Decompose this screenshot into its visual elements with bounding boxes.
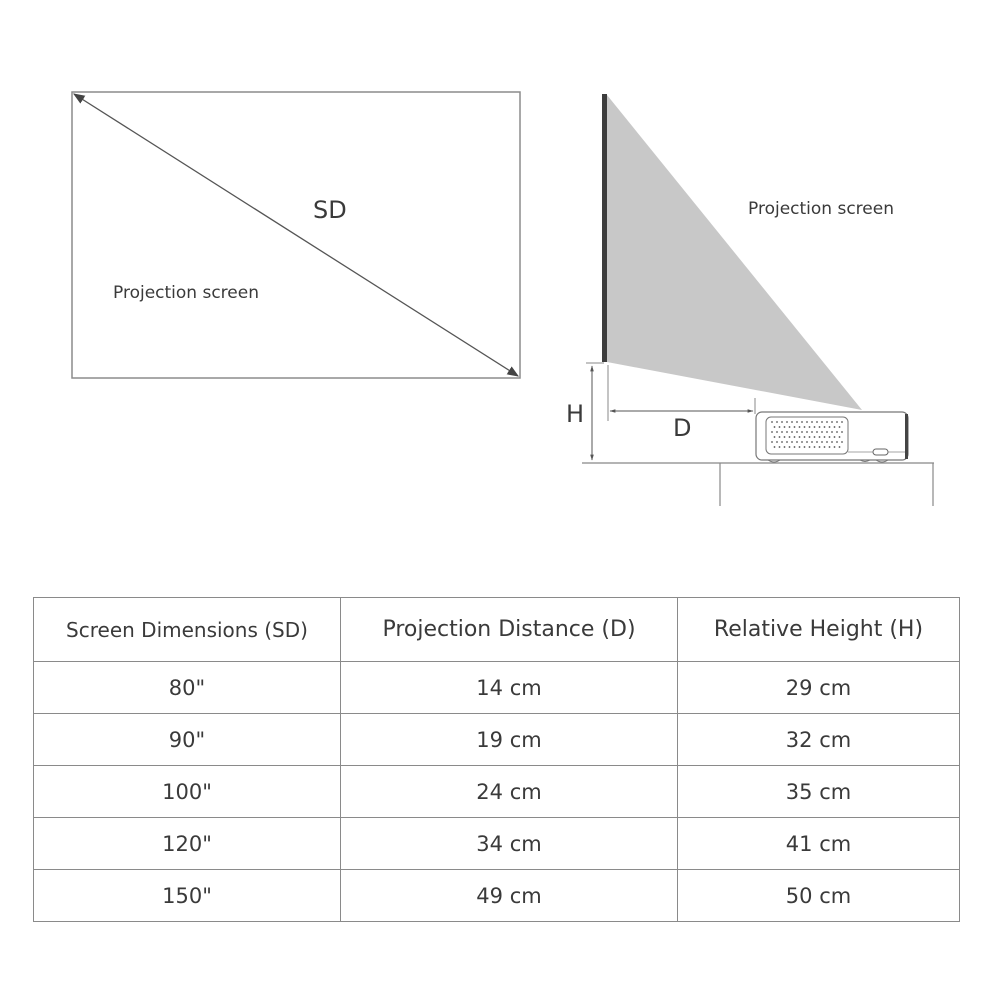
cell-distance: 24 cm bbox=[341, 766, 678, 818]
cell-screen-size: 80" bbox=[34, 662, 341, 714]
cell-distance: 14 cm bbox=[341, 662, 678, 714]
screen-diagonal-label: SD bbox=[313, 196, 347, 224]
side-view bbox=[582, 94, 934, 506]
table-row bbox=[34, 662, 960, 714]
cell-distance: 19 cm bbox=[341, 714, 678, 766]
header-projection-distance: Projection Distance (D) bbox=[341, 598, 678, 662]
height-label: H bbox=[566, 400, 585, 428]
table-header-row bbox=[34, 598, 960, 662]
front-screen-label: Projection screen bbox=[113, 283, 259, 303]
header-screen-dimensions: Screen Dimensions (SD) bbox=[34, 598, 341, 662]
cell-height: 50 cm bbox=[678, 870, 960, 922]
cell-height: 32 cm bbox=[678, 714, 960, 766]
cell-height: 29 cm bbox=[678, 662, 960, 714]
cell-screen-size: 90" bbox=[34, 714, 341, 766]
table-row bbox=[34, 714, 960, 766]
distance-label: D bbox=[673, 414, 692, 442]
cell-height: 35 cm bbox=[678, 766, 960, 818]
projection-beam bbox=[607, 95, 862, 410]
table-row bbox=[34, 870, 960, 922]
cell-screen-size: 100" bbox=[34, 766, 341, 818]
projector-icon bbox=[756, 412, 908, 462]
cell-distance: 34 cm bbox=[341, 818, 678, 870]
header-relative-height: Relative Height (H) bbox=[678, 598, 960, 662]
cell-screen-size: 120" bbox=[34, 818, 341, 870]
screen-edge bbox=[602, 94, 607, 362]
front-view-screen bbox=[72, 92, 520, 378]
cell-distance: 49 cm bbox=[341, 870, 678, 922]
cell-height: 41 cm bbox=[678, 818, 960, 870]
table-row bbox=[34, 818, 960, 870]
cell-screen-size: 150" bbox=[34, 870, 341, 922]
table-row bbox=[34, 766, 960, 818]
side-screen-label: Projection screen bbox=[748, 199, 894, 219]
projection-spec-table bbox=[33, 597, 960, 922]
